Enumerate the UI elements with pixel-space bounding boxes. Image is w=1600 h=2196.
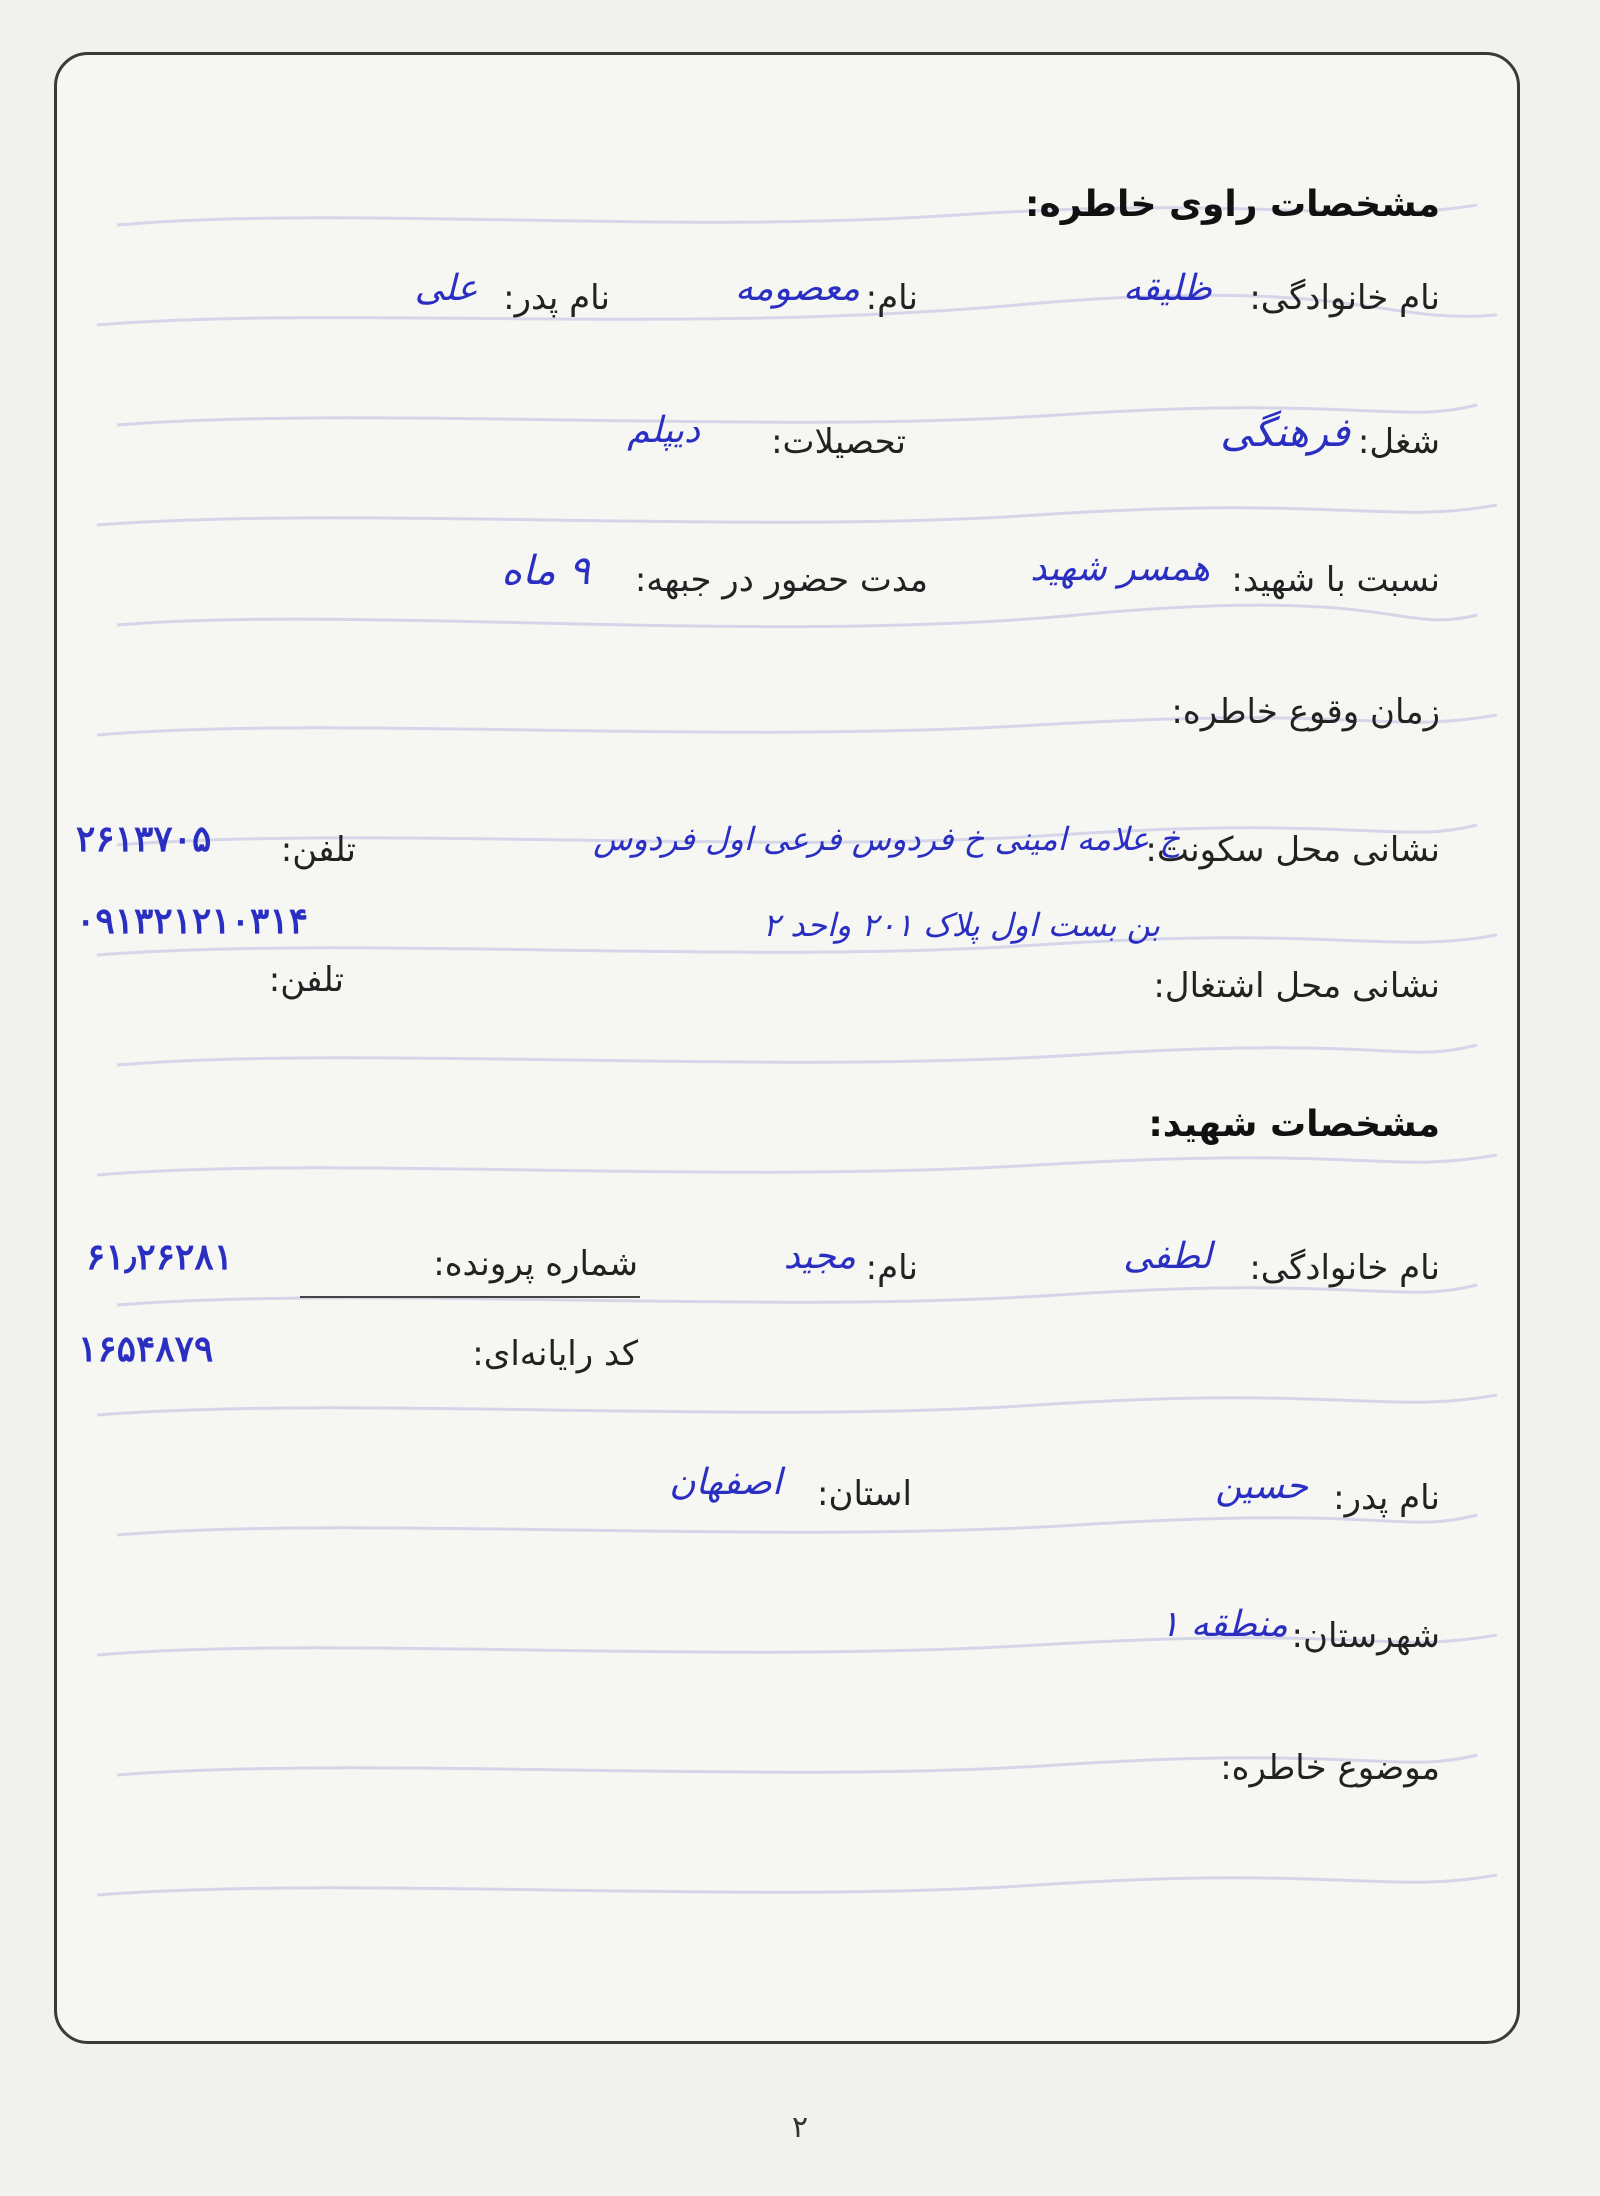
martyr-father-label: نام پدر: bbox=[1333, 1478, 1440, 1518]
narrator-duration-value: ۹ ماه bbox=[501, 548, 590, 594]
narrator-address-label: نشانی محل سکونت: bbox=[1145, 830, 1440, 870]
narrator-job-label: شغل: bbox=[1357, 422, 1440, 462]
narrator-family-label: نام خانوادگی: bbox=[1249, 278, 1440, 318]
martyr-code-value: ۱۶۵۴۸۷۹ bbox=[78, 1328, 214, 1370]
narrator-job-value: فرهنگی bbox=[1220, 410, 1350, 456]
page-number: ۲ bbox=[791, 2110, 809, 2145]
narrator-relation-value: همسر شهید bbox=[1030, 548, 1210, 589]
narrator-father-label: نام پدر: bbox=[503, 278, 610, 318]
narrator-address-line2: بن بست اول پلاک ۲۰۱ واحد ۲ bbox=[762, 906, 1160, 944]
martyr-father-value: حسین bbox=[1215, 1466, 1308, 1507]
narrator-phone-value: ۲۶۱۳۷۰۵ bbox=[76, 818, 212, 860]
martyr-city-label: شهرستان: bbox=[1291, 1616, 1440, 1656]
martyr-city-value: منطقه ۱ bbox=[1160, 1604, 1288, 1645]
martyr-file-value: ۶۱٫۲۶۲۸۱ bbox=[86, 1236, 234, 1278]
martyr-name-label: نام: bbox=[865, 1248, 918, 1288]
martyr-province-value: اصفهان bbox=[669, 1462, 782, 1503]
martyr-family-label: نام خانوادگی: bbox=[1249, 1248, 1440, 1288]
form-frame bbox=[54, 52, 1520, 2044]
narrator-education-value: دیپلم bbox=[627, 410, 700, 451]
file-number-underline bbox=[300, 1296, 640, 1298]
narrator-memory-time-label: زمان وقوع خاطره: bbox=[1171, 692, 1440, 732]
martyr-topic-label: موضوع خاطره: bbox=[1220, 1748, 1440, 1788]
martyr-name-value: مجید bbox=[783, 1236, 856, 1277]
narrator-name-value: معصومه bbox=[734, 268, 860, 309]
narrator-address-line1: خ علامه امینی خ فردوس فرعی اول فردوس bbox=[593, 820, 1180, 858]
martyr-code-label: کد رایانه‌ای: bbox=[472, 1334, 638, 1374]
narrator-family-value: ظلیقه bbox=[1123, 268, 1212, 309]
narrator-father-value: علی bbox=[414, 268, 478, 309]
narrator-phone-label: تلفن: bbox=[280, 830, 356, 870]
narrator-work-address-label: نشانی محل اشتغال: bbox=[1153, 966, 1440, 1006]
martyr-province-label: استان: bbox=[817, 1474, 912, 1514]
narrator-duration-label: مدت حضور در جبهه: bbox=[634, 560, 928, 600]
bleed-through-background bbox=[57, 55, 1520, 2044]
narrator-name-label: نام: bbox=[865, 278, 918, 318]
narrator-education-label: تحصیلات: bbox=[771, 422, 906, 462]
martyr-family-value: لطفی bbox=[1123, 1236, 1212, 1277]
narrator-heading: مشخصات راوی خاطره: bbox=[1025, 184, 1440, 225]
martyr-heading: مشخصات شهید: bbox=[1148, 1104, 1440, 1145]
narrator-work-phone-label: تلفن: bbox=[268, 960, 344, 1000]
narrator-relation-label: نسبت با شهید: bbox=[1231, 560, 1440, 600]
narrator-phone-value-2: ۰۹۱۳۲۱۲۱۰۳۱۴ bbox=[76, 900, 309, 942]
martyr-file-label: شماره پرونده: bbox=[433, 1244, 638, 1284]
